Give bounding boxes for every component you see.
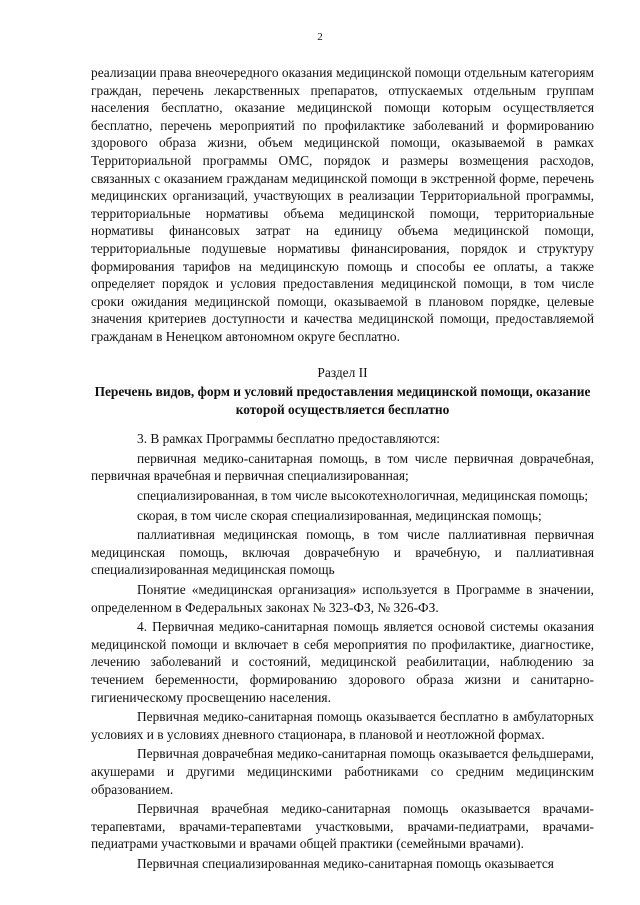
- paragraph-3: 3. В рамках Программы бесплатно предоставляются:: [137, 431, 440, 447]
- paragraph-specialized-care: специализированная, в том числе высокотехнологичная, медицинская помощь;: [137, 488, 589, 504]
- paragraph-4: 4. Первичная медико-санитарная помощь является основой системы оказания медицинской помощи и включает в себя мероприятия по профилактике, диагностике, лечению заболеваний и состояний, медицинской реабилитации, наблюдению за течением беременности, формированию здорового образа жизни и санитарно-гигиеническому просвещению населения.: [91, 619, 594, 705]
- paragraph-doctor-care: Первичная врачебная медико-санитарная помощь оказывается врачами-терапевтами, врачами-терапевтами участковыми, врачами-педиатрами, врачами-педиатрами участковыми и врачами общей практики (семейными врачами).: [91, 801, 594, 852]
- document-body: [91, 64, 594, 873]
- paragraph-emergency-care: скорая, в том числе скорая специализированная, медицинская помощь;: [137, 507, 542, 523]
- section-title: Перечень видов, форм и условий предоставления медицинской помощи, оказание которой осуществляется бесплатно: [94, 384, 591, 417]
- section-label: Раздел II: [317, 364, 368, 380]
- paragraph-definition: Понятие «медицинская организация» используется в Программе в значении, определенном в Федеральных законах № 323-ФЗ, № 326-ФЗ.: [91, 582, 594, 615]
- intro-paragraph: реализации права внеочередного оказания медицинской помощи отдельным категориям граждан, перечень лекарственных препаратов, отпускаемых отдельным группам населения бесплатно, оказание медицинской помощи которым осуществляется бесплатно, перечень мероприятий по профилактике заболеваний и формированию здорового образа жизни, объем медицинской помощи, оказываемой в рамках Территориальной программы ОМС, порядок и размеры возмещения расходов, связанных с оказанием гражданам медицинской помощи в экстренной форме, перечень медицинских организаций, участвующих в реализации Территориальной программы, территориальные нормативы объема медицинской помощи, территориальные нормативы финансовых затрат на единицу объема медицинской помощи, территориальные подушевые нормативы финансирования, порядок и структуру формирования тарифов на медицинскую помощь и способы ее оплаты, а также определяет порядок и условия предоставления медицинской помощи, в том числе сроки ожидания медицинской помощи, оказываемой в плановом порядке, целевые значения критериев доступности и качества медицинской помощи, предоставляемой гражданам в Ненецком автономном округе бесплатно.: [91, 65, 594, 344]
- paragraph-palliative-care: паллиативная медицинская помощь, в том числе паллиативная первичная медицинская помощь, включая доврачебную и врачебную, и паллиативная специализированная медицинская помощь: [91, 527, 594, 578]
- paragraph-pre-doctor-care: Первичная доврачебная медико-санитарная помощь оказывается фельдшерами, акушерами и другими медицинскими работниками со средним медицинским образованием.: [91, 746, 594, 797]
- paragraph-specialist-care: Первичная специализированная медико-санитарная помощь оказывается: [137, 855, 554, 871]
- page-number: 2: [317, 31, 323, 43]
- paragraph-primary-care: первичная медико-санитарная помощь, в том числе первичная доврачебная, первичная врачебная и первичная специализированная;: [91, 450, 594, 484]
- paragraph-free-care-conditions: Первичная медико-санитарная помощь оказывается бесплатно в амбулаторных условиях и в условиях дневного стационара, в плановой и неотложной формах.: [91, 709, 594, 742]
- spacer: [91, 418, 594, 428]
